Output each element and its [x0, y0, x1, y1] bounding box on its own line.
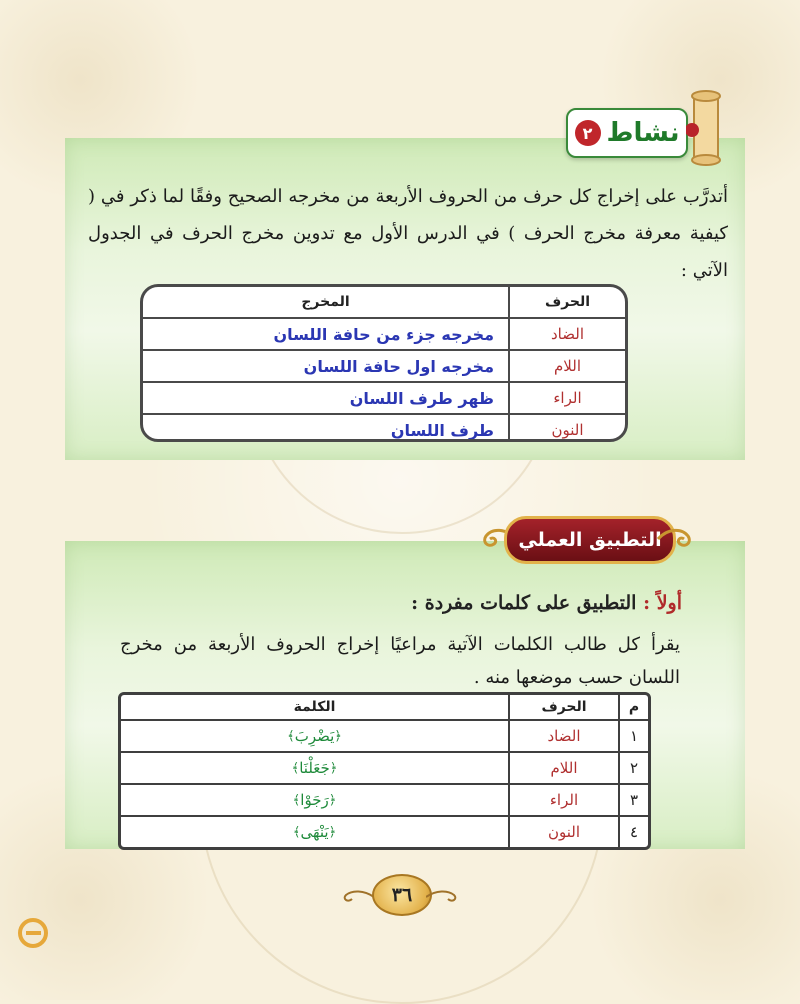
application-banner-plate	[504, 516, 676, 564]
header-exit: المخرج	[301, 294, 350, 310]
table-row	[121, 785, 648, 817]
header-word: الكلمة	[293, 699, 336, 715]
ornament-close-icon: ﴾	[287, 728, 295, 744]
ornament-close-icon: ﴾	[292, 824, 301, 840]
table-row	[143, 351, 625, 383]
flourish-right-icon	[656, 526, 696, 552]
letter-cell: الراء	[553, 389, 582, 407]
word-cell: رَجَوْا	[300, 791, 329, 809]
header-letter: الحرف	[544, 294, 591, 310]
ornament-open-icon: ﴿	[334, 728, 342, 744]
exit-cell: مخرجه جزء من حافة اللسان	[273, 324, 494, 344]
activity-title: نشاط	[606, 118, 680, 148]
letter-cell: النون	[551, 421, 584, 439]
application-instructions: يقرأ كل طالب الكلمات الآتية مراعيًا إخراج الحروف الأربعة من مخرج اللسان حسب موضعها منه .	[120, 634, 680, 688]
table-header	[121, 695, 648, 721]
ornament-close-icon: ﴾	[291, 760, 300, 776]
letter-cell: النون	[547, 823, 581, 841]
subheading-text: التطبيق على كلمات مفردة :	[411, 592, 644, 614]
table-row	[143, 319, 625, 351]
table-row	[143, 383, 625, 415]
letter-cell: الضاد	[547, 727, 581, 745]
word-cell: يَنْهَى	[300, 823, 329, 841]
table-row	[121, 721, 648, 753]
page-number: ٣٦	[391, 884, 413, 906]
table-header	[143, 287, 625, 319]
ornament-open-icon: ﴿	[329, 760, 338, 776]
num-cell: ٣	[629, 791, 639, 809]
num-cell: ٢	[629, 759, 639, 777]
letter-cell: الضاد	[551, 325, 584, 343]
header-num: م	[628, 699, 640, 715]
words-table	[118, 692, 651, 850]
publisher-logo-icon	[18, 918, 48, 948]
activity-instructions: أتدرَّب على إخراج كل حرف من الحروف الأربعة من مخرجه الصحيح وفقًا لما ذكر في ( كيفية معرفة مخرج الحرف ) في الدرس الأول مع تدوين مخرج الحرف في الجدول الآتي :	[88, 186, 728, 281]
application-subheading	[300, 592, 682, 614]
flourish-left-icon	[340, 890, 374, 904]
exit-cell: مخرجه اول حافة اللسان	[303, 356, 494, 376]
table-row	[121, 817, 648, 847]
subheading-prefix: أولاً :	[643, 592, 682, 614]
num-cell: ٤	[629, 823, 639, 841]
table-row	[143, 415, 625, 442]
ornament-open-icon: ﴿	[328, 824, 337, 840]
exit-cell: ظهر طرف اللسان	[349, 388, 494, 408]
header-letter: الحرف	[541, 699, 587, 715]
ornament-close-icon: ﴾	[292, 792, 301, 808]
page-number-badge	[372, 874, 432, 916]
letter-cell: اللام	[550, 759, 578, 777]
page-number-ornament	[340, 872, 460, 918]
flourish-right-icon	[426, 890, 460, 904]
num-cell: ١	[629, 727, 639, 745]
word-cell: جَعَلْنَا	[299, 759, 330, 777]
activity-number: ٢	[575, 120, 601, 146]
word-cell: يَضْرِبَ	[294, 727, 335, 745]
application-banner-title: التطبيق العملي	[518, 529, 662, 551]
ornament-open-icon: ﴿	[328, 792, 337, 808]
scroll-icon	[686, 88, 726, 168]
activity-badge	[566, 108, 688, 158]
exit-cell: طرف اللسان	[390, 420, 494, 440]
application-banner	[478, 512, 696, 566]
letter-exit-table	[140, 284, 628, 442]
letter-cell: الراء	[549, 791, 579, 809]
letter-cell: اللام	[554, 357, 581, 375]
table-row	[121, 753, 648, 785]
